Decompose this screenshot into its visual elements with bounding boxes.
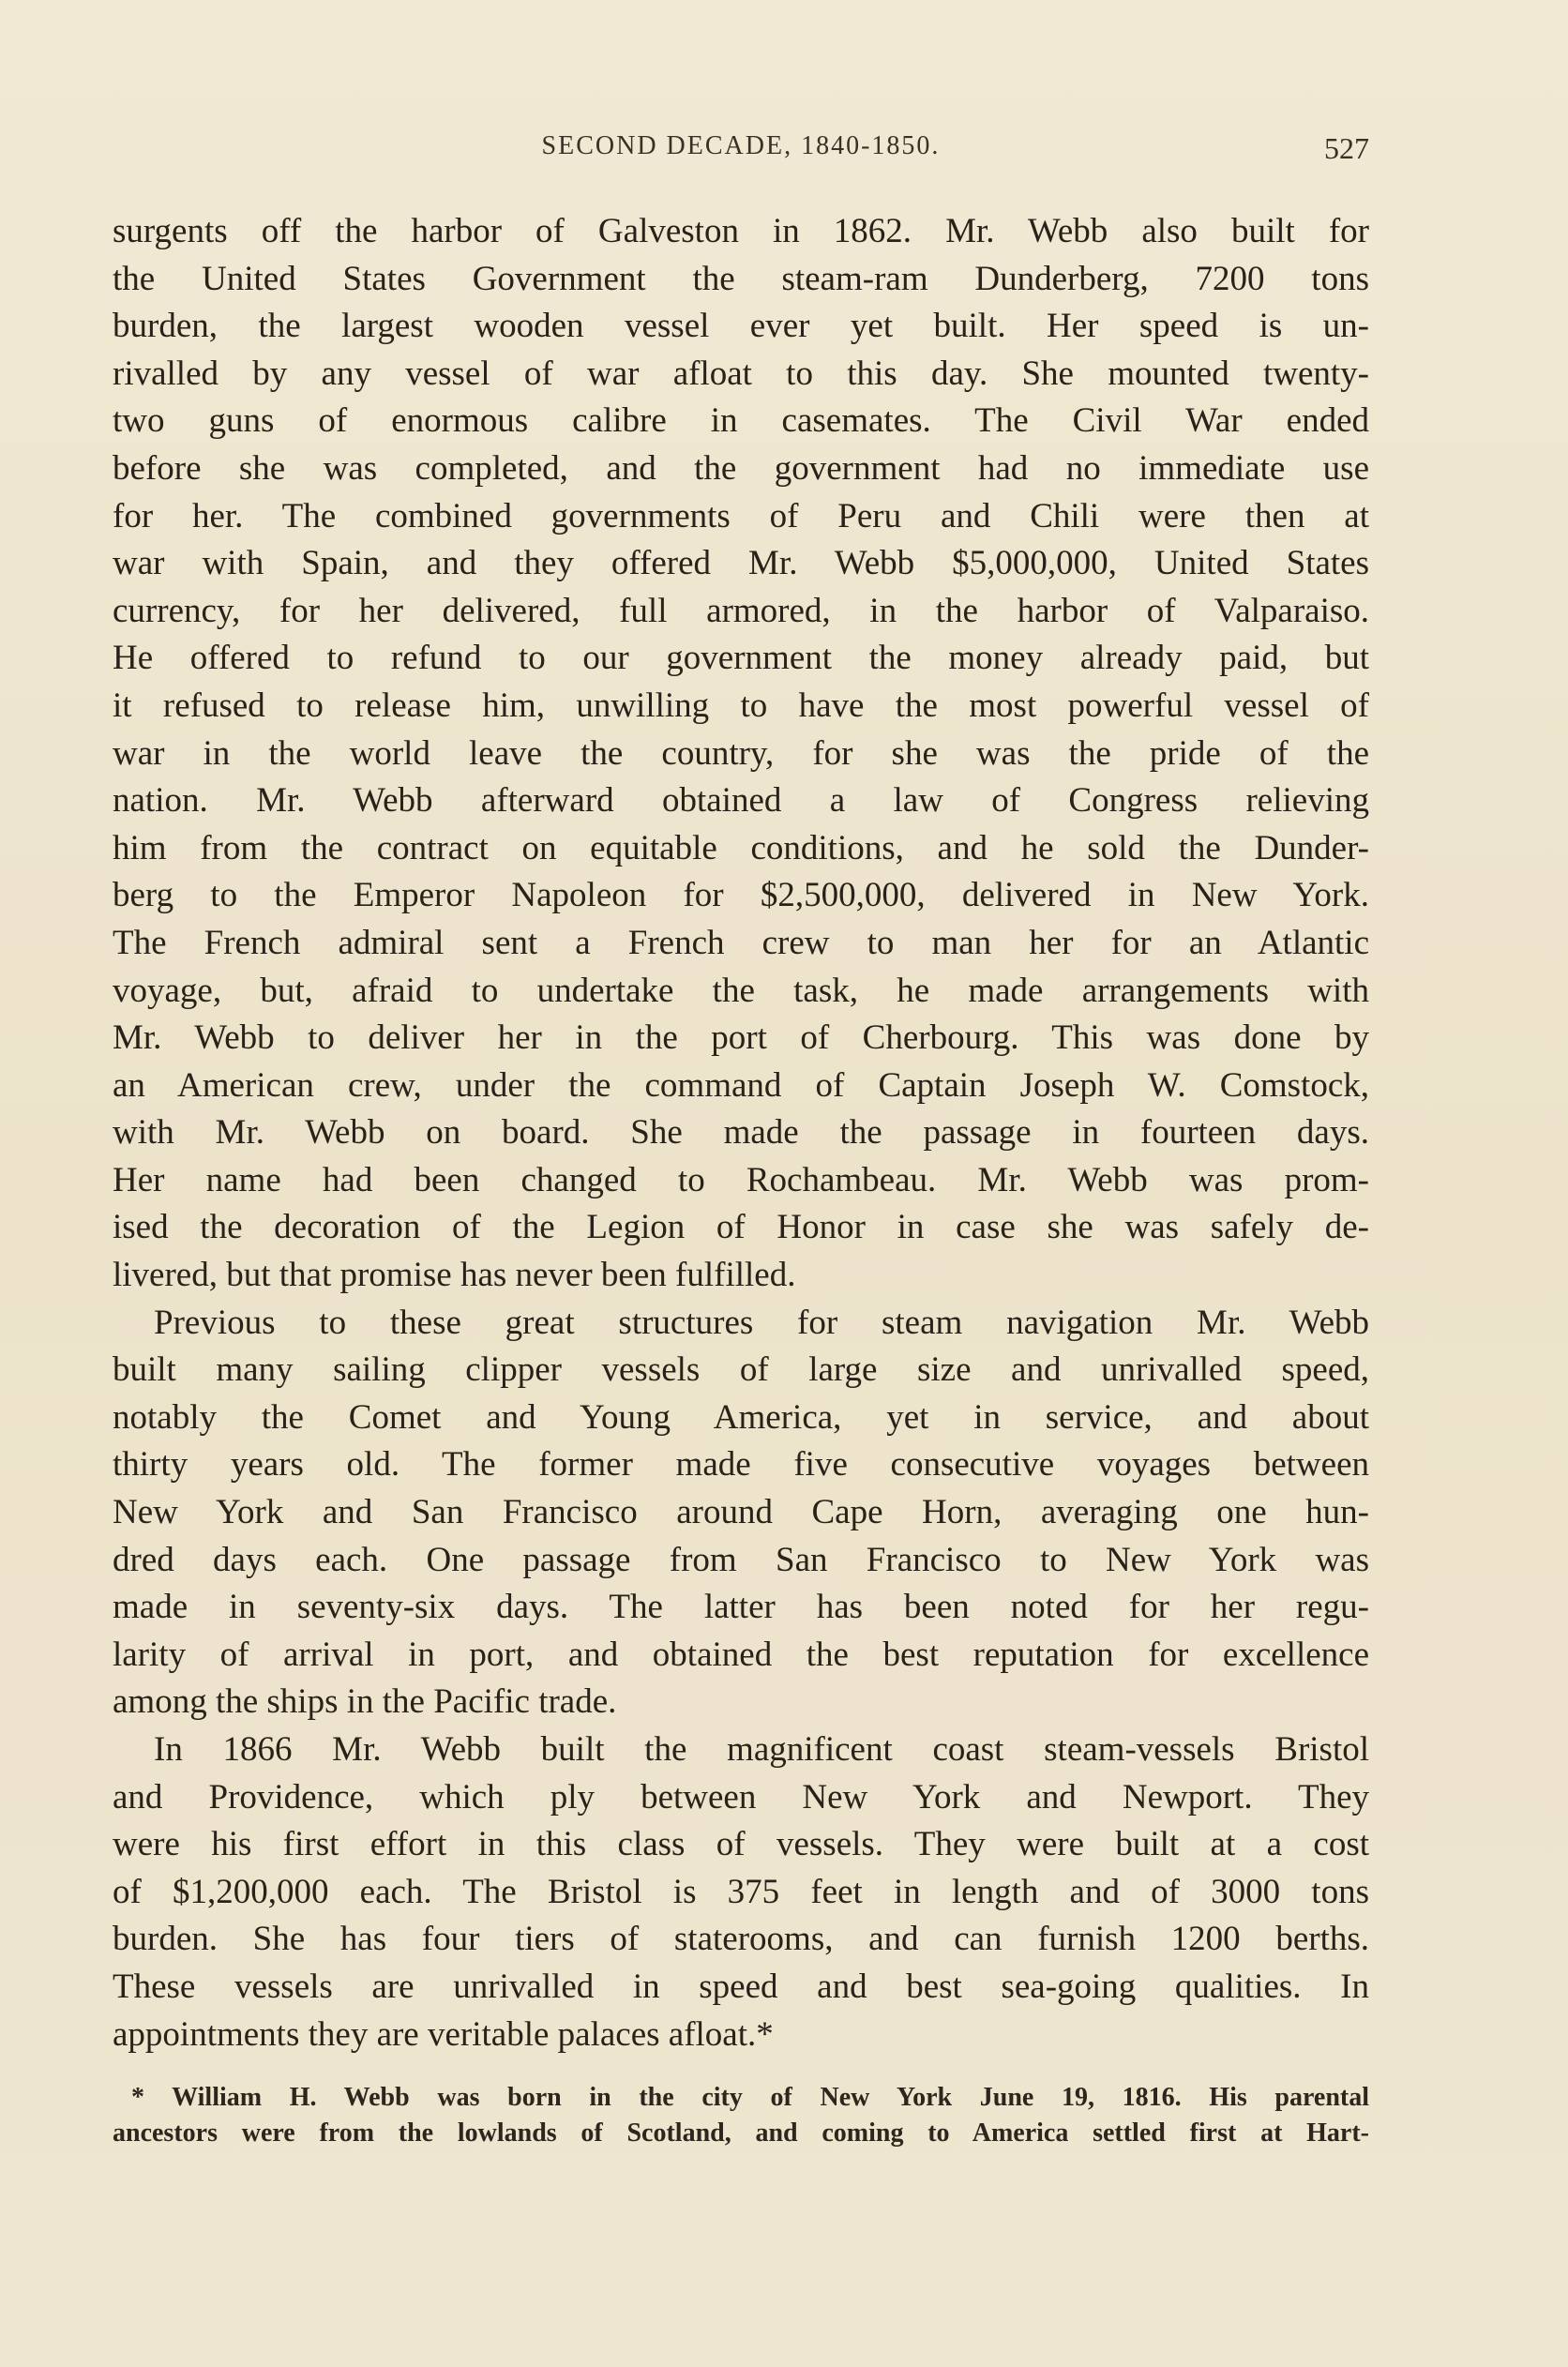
body-line: Her name had been changed to Rochambeau. Mr. Webb was prom- — [113, 1160, 1369, 1199]
body-line: two guns of enormous calibre in casemates. The Civil War ended — [113, 401, 1369, 441]
body-line: These vessels are unrivalled in speed and best sea-going qualities. In — [113, 1967, 1369, 2006]
body-line: currency, for her delivered, full armored, in the harbor of Valparaiso. — [113, 591, 1369, 630]
body-line: him from the contract on equitable conditions, and he sold the Dunder- — [113, 828, 1369, 867]
body-line: an American crew, under the command of Captain Joseph W. Comstock, — [113, 1065, 1369, 1105]
body-line: notably the Comet and Young America, yet in service, and about — [113, 1397, 1369, 1437]
body-line: made in seventy-six days. The latter has been noted for her regu- — [113, 1588, 1369, 1627]
body-line: before she was completed, and the government had no immediate use — [113, 448, 1369, 488]
body-line: and Providence, which ply between New York and Newport. They — [113, 1777, 1369, 1817]
body-text — [113, 208, 1369, 2058]
body-line: ised the decoration of the Legion of Honor in case she was safely de- — [113, 1208, 1369, 1247]
body-line: with Mr. Webb on board. She made the passage in fourteen days. — [113, 1113, 1369, 1153]
body-line: among the ships in the Pacific trade. — [113, 1682, 617, 1722]
body-line: larity of arrival in port, and obtained the best reputation for excellence — [113, 1635, 1369, 1674]
page-number: 527 — [1324, 131, 1369, 165]
body-line: for her. The combined governments of Peru and Chili were then at — [113, 496, 1369, 535]
running-title: SECOND DECADE, 1840-1850. — [541, 131, 941, 160]
running-head — [113, 131, 1369, 169]
body-line: Mr. Webb to deliver her in the port of Cherbourg. This was done by — [113, 1018, 1369, 1058]
body-line: surgents off the harbor of Galveston in 1862. Mr. Webb also built for — [113, 212, 1369, 250]
body-line: The French admiral sent a French crew to man her for an Atlantic — [113, 923, 1369, 962]
body-line: war with Spain, and they offered Mr. Webb $5,000,000, United States — [113, 544, 1369, 583]
body-line: were his first effort in this class of vessels. They were built at a cost — [113, 1825, 1369, 1864]
body-line: rivalled by any vessel of war afloat to this day. She mounted twenty- — [113, 354, 1369, 393]
body-line: the United States Government the steam-ram Dunderberg, 7200 tons — [113, 259, 1369, 298]
body-line: it refused to release him, unwilling to have the most powerful vessel of — [113, 686, 1369, 725]
body-line: built many sailing clipper vessels of large size and unrivalled speed, — [113, 1350, 1369, 1390]
paragraph-start-line: Previous to these great structures for steam navigation Mr. Webb — [154, 1303, 1369, 1342]
footnote-line: ancestors were from the lowlands of Scotland, and coming to America settled first at Hart- — [113, 2118, 1369, 2148]
body-line: thirty years old. The former made five consecutive voyages between — [113, 1445, 1369, 1485]
body-line: of $1,200,000 each. The Bristol is 375 feet in length and of 3000 tons — [113, 1872, 1369, 1911]
paragraph-start-line: In 1866 Mr. Webb built the magnificent coast steam-vessels Bristol — [154, 1730, 1369, 1769]
body-line: New York and San Francisco around Cape Horn, averaging one hun- — [113, 1493, 1369, 1532]
body-line: livered, but that promise has never been fulfilled. — [113, 1256, 796, 1295]
body-line: voyage, but, afraid to undertake the task, he made arrangements with — [113, 971, 1369, 1010]
body-line: burden. She has four tiers of staterooms, and can furnish 1200 berths. — [113, 1920, 1369, 1959]
body-line: nation. Mr. Webb afterward obtained a law of Congress relieving — [113, 781, 1369, 821]
footnote — [113, 2080, 1369, 2151]
body-line: dred days each. One passage from San Francisco to New York was — [113, 1540, 1369, 1579]
body-line: He offered to refund to our government the money already paid, but — [113, 639, 1369, 678]
footnote-line: * William H. Webb was born in the city of New York June 19, 1816. His parental — [131, 2083, 1369, 2112]
body-line: war in the world leave the country, for she was the pride of the — [113, 733, 1369, 773]
body-line: appointments they are veritable palaces afloat.* — [113, 2014, 774, 2054]
body-line: burden, the largest wooden vessel ever yet built. Her speed is un- — [113, 307, 1369, 346]
body-line: berg to the Emperor Napoleon for $2,500,000, delivered in New York. — [113, 876, 1369, 915]
